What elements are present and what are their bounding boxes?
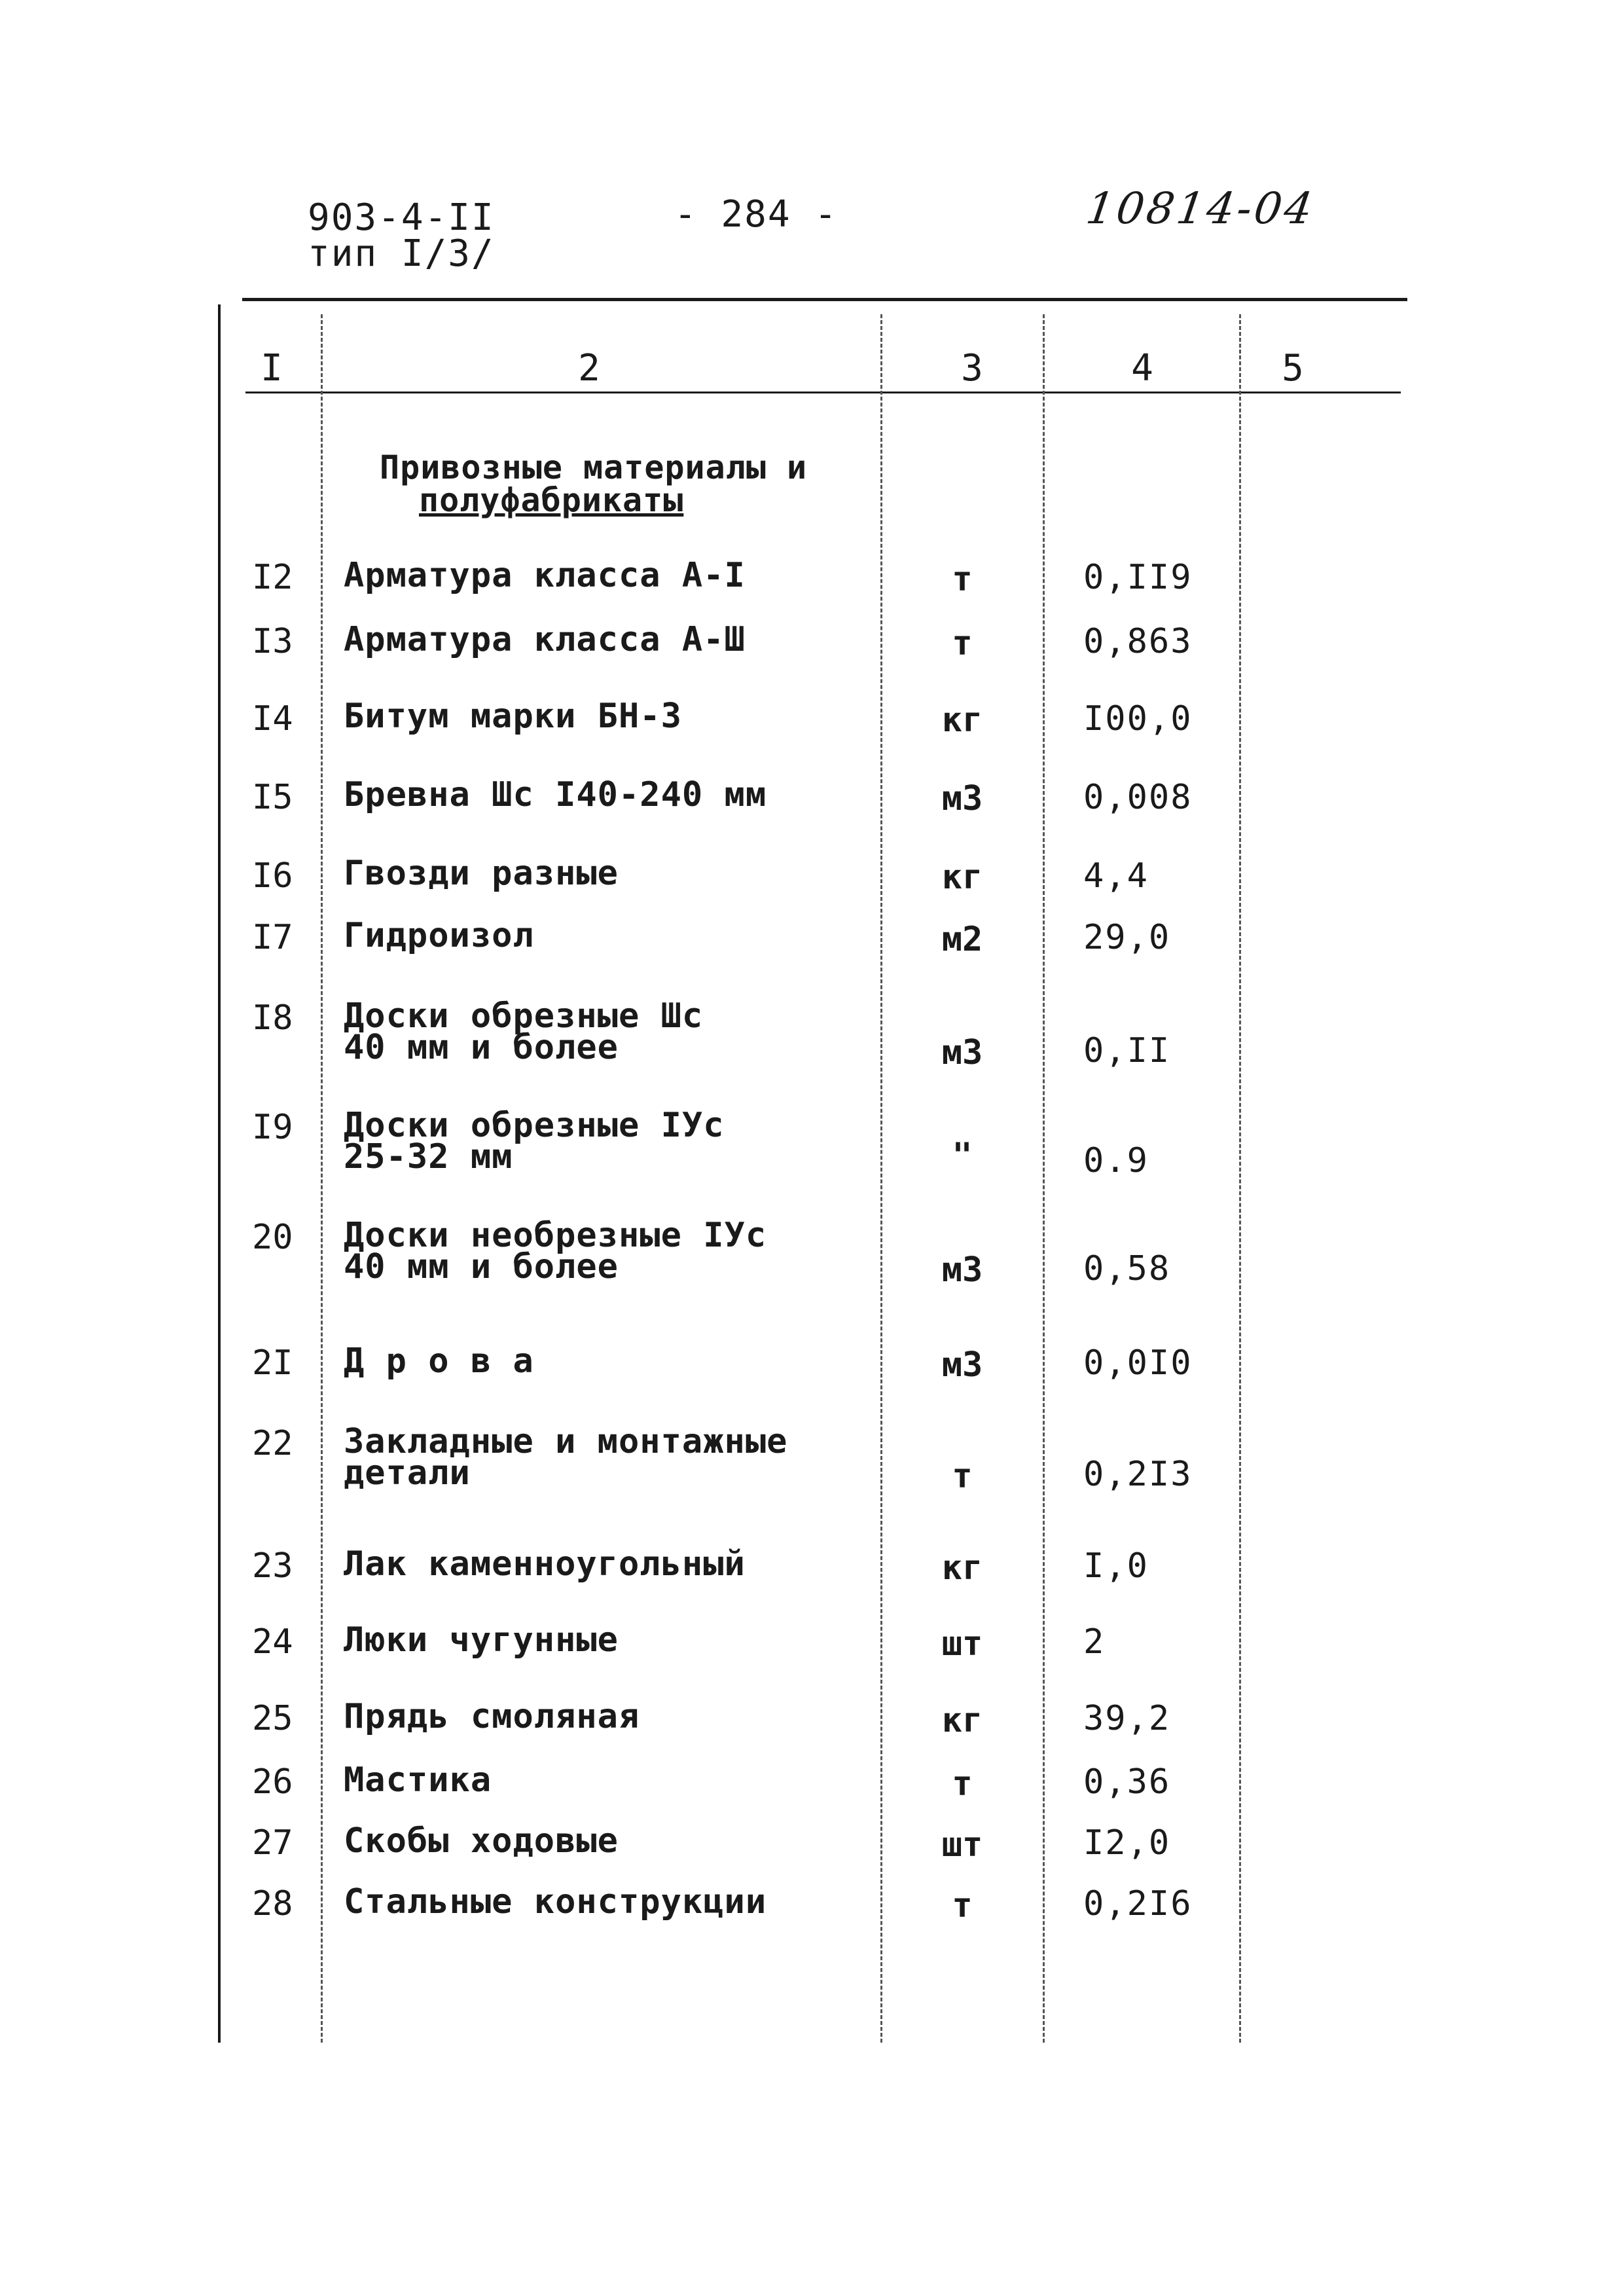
quantity: I00,0 — [1083, 699, 1193, 738]
quantity: 0,0I0 — [1083, 1343, 1193, 1383]
quantity: 0,2I6 — [1083, 1884, 1193, 1923]
column-divider-2 — [880, 314, 884, 2043]
table-top-rule — [242, 298, 1407, 301]
column-header-4: 4 — [1131, 347, 1153, 390]
unit: шт — [941, 1624, 983, 1664]
quantity: 0,II — [1083, 1031, 1171, 1070]
row-number: I4 — [252, 699, 293, 738]
row-number: 24 — [252, 1622, 293, 1662]
quantity: 0,II9 — [1083, 558, 1193, 597]
document-type: тип I/3/ — [308, 232, 495, 275]
material-name: Д р о в а — [344, 1341, 534, 1381]
material-name: Закладные и монтажные детали — [344, 1422, 788, 1493]
unit: т — [952, 1457, 973, 1496]
material-name: Гидроизол — [344, 916, 534, 955]
table-left-border — [218, 304, 221, 2043]
row-number: 27 — [252, 1823, 293, 1863]
quantity: 0,2I3 — [1083, 1455, 1193, 1494]
document-code: 903-4-II — [308, 196, 495, 239]
material-name: Люки чугунные — [344, 1620, 619, 1660]
unit: т — [952, 1886, 973, 1925]
page-number: - 284 - — [674, 193, 839, 236]
row-number: I6 — [252, 856, 293, 896]
material-name: Лак каменноугольный — [344, 1544, 746, 1584]
unit: т — [952, 624, 973, 663]
unit: м3 — [941, 1250, 983, 1290]
material-name: Доски необрезные IУс 40 мм и более — [344, 1216, 767, 1286]
material-name: Скобы ходовые — [344, 1821, 619, 1861]
material-name: Мастика — [344, 1760, 492, 1800]
row-number: I9 — [252, 1108, 293, 1147]
column-divider-3 — [1043, 314, 1047, 2043]
handwritten-number: 10814-04 — [1083, 183, 1318, 234]
row-number: 28 — [252, 1884, 293, 1923]
row-number: 2I — [252, 1343, 293, 1383]
unit: т — [952, 560, 973, 599]
unit: кг — [941, 858, 983, 897]
material-name: Гвозди разные — [344, 854, 619, 893]
unit: кг — [941, 1548, 983, 1588]
row-number: I8 — [252, 998, 293, 1038]
material-name: Битум марки БН-3 — [344, 697, 682, 736]
material-name: Бревна Шс I40-240 мм — [344, 775, 767, 814]
unit: м3 — [941, 1033, 983, 1072]
section-title-line-1: Привозные материалы и — [380, 448, 808, 486]
unit: м2 — [941, 920, 983, 959]
unit: кг — [941, 701, 983, 740]
unit: м3 — [941, 1345, 983, 1385]
column-header-2: 2 — [578, 347, 600, 390]
quantity: 2 — [1083, 1622, 1106, 1662]
row-number: I5 — [252, 778, 293, 817]
quantity: 0,36 — [1083, 1762, 1171, 1802]
material-name: Арматура класса А-Ш — [344, 620, 746, 659]
quantity: 0,863 — [1083, 622, 1193, 661]
material-name: Прядь смоляная — [344, 1697, 640, 1736]
row-number: 22 — [252, 1424, 293, 1463]
row-number: 23 — [252, 1546, 293, 1586]
unit: кг — [941, 1701, 983, 1740]
quantity: 0,58 — [1083, 1249, 1171, 1288]
row-number: 26 — [252, 1762, 293, 1802]
unit: " — [952, 1136, 973, 1175]
quantity: 0.9 — [1083, 1141, 1149, 1180]
row-number: 20 — [252, 1218, 293, 1257]
row-number: 25 — [252, 1699, 293, 1738]
unit: м3 — [941, 779, 983, 818]
quantity: I2,0 — [1083, 1823, 1171, 1863]
material-name: Доски обрезные Шс 40 мм и более — [344, 996, 704, 1067]
column-header-3: 3 — [961, 347, 983, 390]
unit: т — [952, 1764, 973, 1804]
column-header-5: 5 — [1282, 347, 1304, 390]
quantity: 0,008 — [1083, 778, 1193, 817]
column-header-1: I — [261, 347, 283, 390]
header-bottom-rule — [245, 392, 1401, 393]
quantity: 29,0 — [1083, 918, 1171, 957]
material-name: Стальные конструкции — [344, 1882, 767, 1922]
row-number: I3 — [252, 622, 293, 661]
section-title-line-2: полуфабрикаты — [419, 481, 684, 519]
quantity: I,0 — [1083, 1546, 1149, 1586]
unit: шт — [941, 1825, 983, 1865]
row-number: I7 — [252, 918, 293, 957]
quantity: 4,4 — [1083, 856, 1149, 896]
row-number: I2 — [252, 558, 293, 597]
material-name: Арматура класса А-I — [344, 556, 746, 595]
material-name: Доски обрезные IУс 25-32 мм — [344, 1106, 725, 1176]
quantity: 39,2 — [1083, 1699, 1171, 1738]
